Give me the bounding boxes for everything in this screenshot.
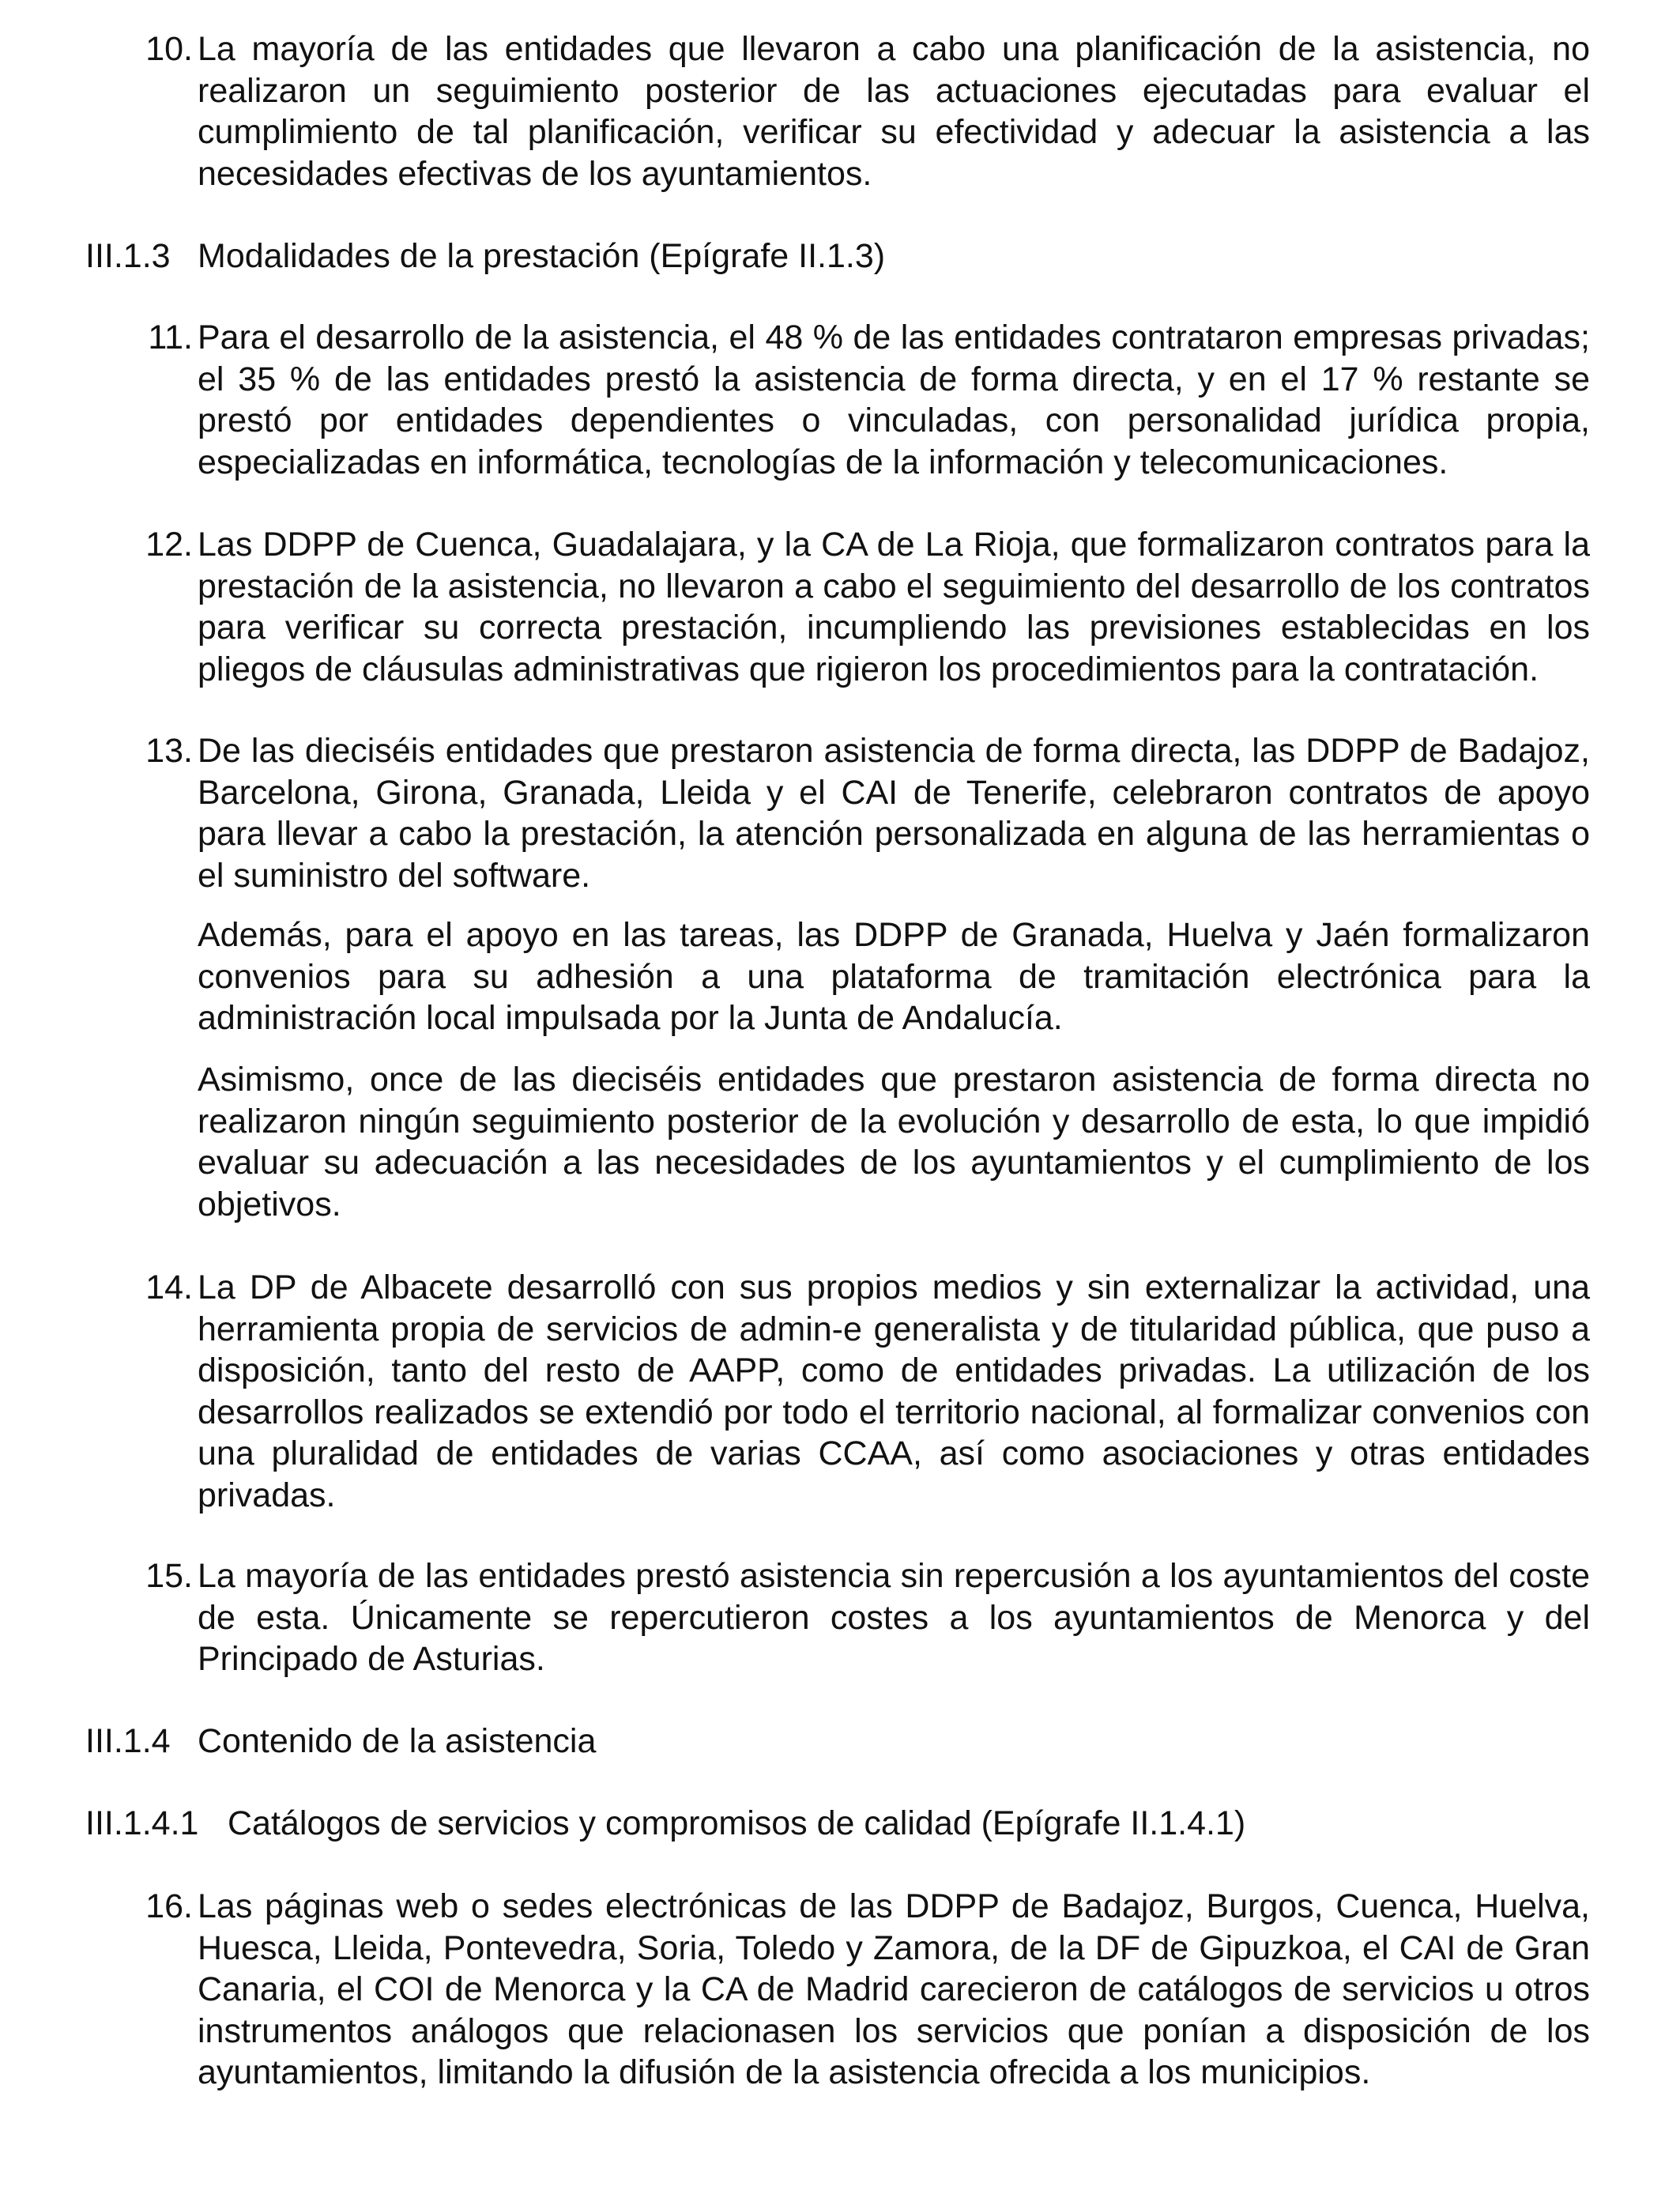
- paragraph-14: [145, 1267, 1590, 1516]
- paragraph-text: Las páginas web o sedes electrónicas de las DDPP de Badajoz, Burgos, Cuenca, Huelva, Huesca, Lleida, Pontevedra, Soria, Toledo y Zamora, de la DF de Gipuzkoa, el CAI de Gran Canaria, el COI de Menorca y la CA de Madrid carecieron de catálogos de servicios u otros instrumentos análogos que relacionasen los servicios que ponían a disposición de los ayuntamientos, limitando la difusión de la asistencia ofrecida a los municipios.: [198, 1887, 1590, 2091]
- paragraph-number: 11.: [148, 319, 193, 356]
- paragraph-13-continuation-1: Además, para el apoyo en las tareas, las DDPP de Granada, Huelva y Jaén formalizaron convenios para su adhesión a una plataforma de tramitación electrónica para la administración local impulsada por la Junta de Andalucía.: [198, 916, 1590, 1037]
- paragraph-text: De las dieciséis entidades que prestaron asistencia de forma directa, las DDPP de Badajoz, Barcelona, Girona, Granada, Lleida y el CAI de Tenerife, celebraron contratos de apoyo para llevar a cabo la prestación, la atención personalizada en alguna de las herramientas o el suministro del software.: [198, 732, 1590, 895]
- paragraph-text: La mayoría de las entidades prestó asistencia sin repercusión a los ayuntamientos del coste de esta. Únicamente se repercutieron costes a los ayuntamientos de Menorca y del Principado de Asturias.: [198, 1557, 1590, 1678]
- paragraph-13-continuation-2: Asimismo, once de las dieciséis entidades que prestaron asistencia de forma directa no realizaron ningún seguimiento posterior de la evolución y desarrollo de esta, lo que impidió evaluar su adecuación a las necesidades de los ayuntamientos y el cumplimiento de los objetivos.: [198, 1061, 1590, 1223]
- heading-title: Modalidades de la prestación (Epígrafe II.1.3): [198, 237, 886, 275]
- paragraph-15: [145, 1555, 1590, 1680]
- heading-number: III.1.4.1: [85, 1804, 199, 1842]
- paragraph-16: [145, 1886, 1590, 2094]
- paragraph-number: 10.: [145, 30, 193, 68]
- paragraph-10: [145, 28, 1590, 194]
- heading-title: Contenido de la asistencia: [198, 1722, 597, 1760]
- heading-number: III.1.3: [85, 237, 171, 275]
- paragraph-text: Las DDPP de Cuenca, Guadalajara, y la CA de La Rioja, que formalizaron contratos para la prestación de la asistencia, no llevaron a cabo el seguimiento del desarrollo de los contratos para verificar su correcta prestación, incumpliendo las previsiones establecidas en los pliegos de cláusulas administrativas que rigieron los procedimientos para la contratación.: [198, 526, 1590, 688]
- paragraph-number: 12.: [145, 526, 193, 564]
- paragraph-number: 16.: [145, 1887, 193, 1925]
- paragraph-12: [145, 524, 1590, 690]
- paragraph-13: [145, 730, 1590, 896]
- paragraph-number: 14.: [145, 1269, 193, 1306]
- paragraph-number: 13.: [145, 732, 193, 770]
- paragraph-text: Para el desarrollo de la asistencia, el 48 % de las entidades contrataron empresas privadas; el 35 % de las entidades prestó la asistencia de forma directa, y en el 17 % restante se prestó por entidades dependientes o vinculadas, con personalidad jurídica propia, especializadas en informática, tecnologías de la información y telecomunicaciones.: [198, 319, 1590, 481]
- paragraph-11: [148, 317, 1590, 483]
- heading-title: Catálogos de servicios y compromisos de calidad (Epígrafe II.1.4.1): [228, 1804, 1246, 1842]
- heading-number: III.1.4: [85, 1722, 171, 1760]
- paragraph-text: La mayoría de las entidades que llevaron a cabo una planificación de la asistencia, no realizaron un seguimiento posterior de las actuaciones ejecutadas para evaluar el cumplimiento de tal planificación, verificar su efectividad y adecuar la asistencia a las necesidades efectivas de los ayuntamientos.: [198, 30, 1590, 193]
- paragraph-text: La DP de Albacete desarrolló con sus propios medios y sin externalizar la actividad, una herramienta propia de servicios de admin-e generalista y de titularidad pública, que puso a disposición, tanto del resto de AAPP, como de entidades privadas. La utilización de los desarrollos realizados se extendió por todo el territorio nacional, al formalizar convenios con una pluralidad de entidades de varias CCAA, así como asociaciones y otras entidades privadas.: [198, 1269, 1590, 1514]
- paragraph-number: 15.: [145, 1557, 193, 1595]
